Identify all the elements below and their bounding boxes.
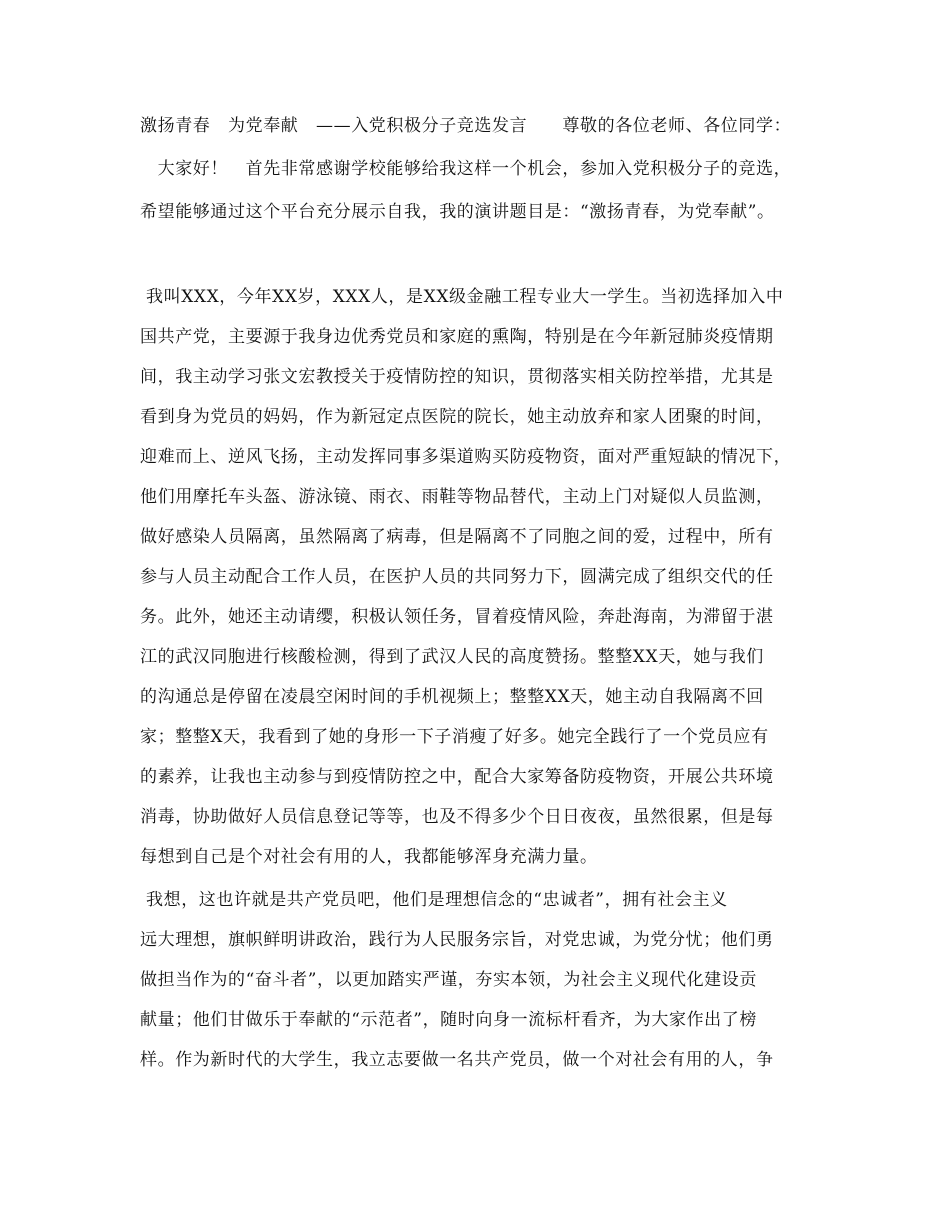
text-line: 希望能够通过这个平台充分展示自我，我的演讲题目是：“激扬青春，为党奉献”。 xyxy=(140,202,775,222)
text-line: 间，我主动学习张文宏教授关于疫情防控的知识，贯彻落实相关防控举措，尤其是 xyxy=(140,367,774,387)
text-line: 参与人员主动配合工作人员，在医护人员的共同努力下，圆满完成了组织交代的任 xyxy=(140,567,774,587)
text-line: 看到身为党员的妈妈，作为新冠定点医院的院长，她主动放弃和家人团聚的时间， xyxy=(140,407,774,427)
text-line: 我叫XXX，今年XX岁，XXX人，是XX级金融工程专业大一学生。当初选择加入中 xyxy=(140,287,784,307)
text-line: 江的武汉同胞进行核酸检测，得到了武汉人民的高度赞扬。整整XX天，她与我们 xyxy=(140,647,764,667)
text-line: 献量；他们甘做乐于奉献的“示范者”，随时向身一流标杆看齐，为大家作出了榜 xyxy=(140,1010,757,1030)
text-line: 的沟通总是停留在凌晨空闲时间的手机视频上；整整XX天，她主动自我隔离不回 xyxy=(140,687,764,707)
text-line: 大家好！ 首先非常感谢学校能够给我这样一个机会，参加入党积极分子的竞选， xyxy=(140,159,792,179)
text-line: 我想，这也许就是共产党员吧，他们是理想信念的“忠诚者”，拥有社会主义 xyxy=(140,890,728,910)
text-line: 家；整整X天，我看到了她的身形一下子消瘦了好多。她完全践行了一个党员应有 xyxy=(140,727,769,747)
text-line: 做好感染人员隔离，虽然隔离了病毒，但是隔离不了同胞之间的爱，过程中，所有 xyxy=(140,527,774,547)
text-line: 每想到自己是个对社会有用的人，我都能够浑身充满力量。 xyxy=(140,847,598,867)
text-line: 远大理想，旗帜鲜明讲政治，践行为人民服务宗旨，对党忠诚，为党分忧；他们勇 xyxy=(140,930,774,950)
text-line: 迎难而上、逆风飞扬，主动发挥同事多渠道购买防疫物资，面对严重短缺的情况下， xyxy=(140,447,792,467)
text-line: 他们用摩托车头盔、游泳镜、雨衣、雨鞋等物品替代，主动上门对疑似人员监测， xyxy=(140,487,774,507)
text-line: 样。作为新时代的大学生，我立志要做一名共产党员，做一个对社会有用的人，争 xyxy=(140,1050,774,1070)
text-line: 做担当作为的“奋斗者”，以更加踏实严谨，夯实本领，为社会主义现代化建设贡 xyxy=(140,970,757,990)
text-line: 国共产党，主要源于我身边优秀党员和家庭的熏陶，特别是在今年新冠肺炎疫情期 xyxy=(140,327,774,347)
text-line: 消毒，协助做好人员信息登记等等，也及不得多少个日日夜夜，虽然很累，但是每 xyxy=(140,807,774,827)
text-line: 激扬青春 为党奉献 ——入党积极分子竞选发言 尊敬的各位老师、各位同学： xyxy=(140,116,792,136)
text-line: 的素养，让我也主动参与到疫情防控之中，配合大家筹备防疫物资，开展公共环境 xyxy=(140,767,774,787)
text-line: 务。此外，她还主动请缨，积极认领任务，冒着疫情风险，奔赴海南，为滞留于湛 xyxy=(140,607,774,627)
